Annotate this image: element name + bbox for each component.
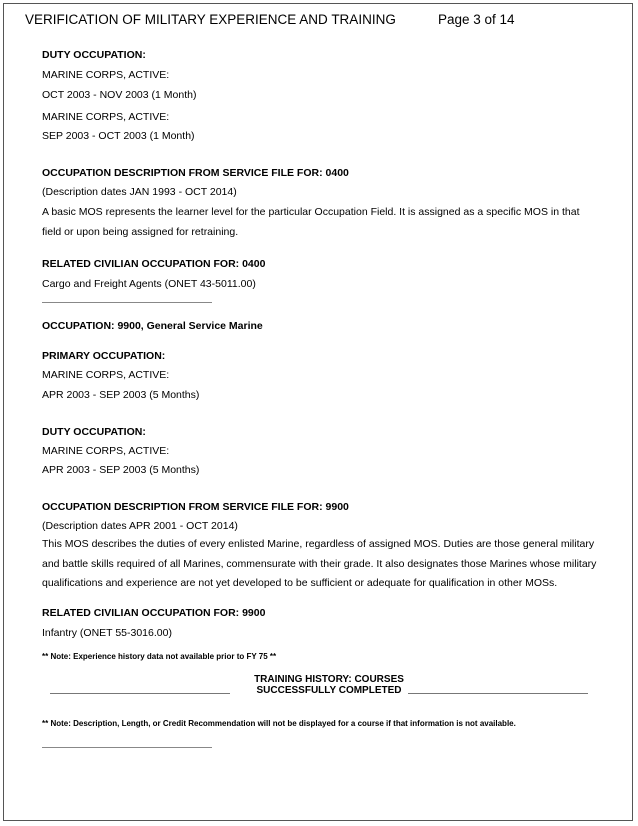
duty-dates: OCT 2003 - NOV 2003 (1 Month)	[42, 89, 197, 101]
occupation-description-heading: OCCUPATION DESCRIPTION FROM SERVICE FILE FOR: 0400	[42, 167, 349, 179]
duty-occupation-heading: DUTY OCCUPATION:	[42, 49, 146, 61]
separator-rule	[42, 302, 212, 303]
description-dates: (Description dates JAN 1993 - OCT 2014)	[42, 186, 237, 198]
description-text-line: qualifications and experience are not yet developed to be sufficient or adequate for qualification in other MOSs.	[42, 577, 558, 589]
experience-note: ** Note: Experience history data not available prior to FY 75 **	[42, 652, 277, 661]
occupation-description-heading: OCCUPATION DESCRIPTION FROM SERVICE FILE FOR: 9900	[42, 501, 349, 513]
occupation-heading: OCCUPATION: 9900, General Service Marine	[42, 320, 263, 332]
duty-dates: APR 2003 - SEP 2003 (5 Months)	[42, 464, 200, 476]
description-text-line: and battle skills required of all Marines, commensurate with their grade. It also designates those Marines whose military	[42, 558, 597, 570]
separator-rule	[408, 693, 588, 694]
primary-occupation-heading: PRIMARY OCCUPATION:	[42, 350, 166, 362]
related-civilian-heading: RELATED CIVILIAN OCCUPATION FOR: 0400	[42, 258, 266, 270]
duty-branch: MARINE CORPS, ACTIVE:	[42, 69, 170, 81]
description-dates: (Description dates APR 2001 - OCT 2014)	[42, 520, 238, 532]
document-page	[3, 3, 633, 821]
related-civilian-heading: RELATED CIVILIAN OCCUPATION FOR: 9900	[42, 607, 266, 619]
related-civilian-value: Infantry (ONET 55-3016.00)	[42, 627, 172, 639]
duty-occupation-heading: DUTY OCCUPATION:	[42, 426, 146, 438]
page-number: Page 3 of 14	[438, 12, 515, 27]
primary-dates: APR 2003 - SEP 2003 (5 Months)	[42, 389, 200, 401]
description-text-line: This MOS describes the duties of every enlisted Marine, regardless of assigned MOS. Duties are those general military	[42, 538, 595, 550]
duty-dates: SEP 2003 - OCT 2003 (1 Month)	[42, 130, 195, 142]
duty-branch: MARINE CORPS, ACTIVE:	[42, 445, 170, 457]
description-text-line: field or upon being assigned for retraining.	[42, 226, 239, 238]
description-text-line: A basic MOS represents the learner level for the particular Occupation Field. It is assigned as a specific MOS in that	[42, 206, 580, 218]
training-heading-line: SUCCESSFULLY COMPLETED	[256, 685, 402, 696]
document-title: VERIFICATION OF MILITARY EXPERIENCE AND TRAINING	[25, 12, 396, 27]
duty-branch: MARINE CORPS, ACTIVE:	[42, 111, 170, 123]
separator-rule	[42, 747, 212, 748]
training-heading-line: TRAINING HISTORY: COURSES	[254, 674, 404, 685]
primary-branch: MARINE CORPS, ACTIVE:	[42, 369, 170, 381]
course-note: ** Note: Description, Length, or Credit Recommendation will not be displayed for a course if that information is not available.	[42, 719, 516, 728]
related-civilian-value: Cargo and Freight Agents (ONET 43-5011.00)	[42, 278, 256, 290]
